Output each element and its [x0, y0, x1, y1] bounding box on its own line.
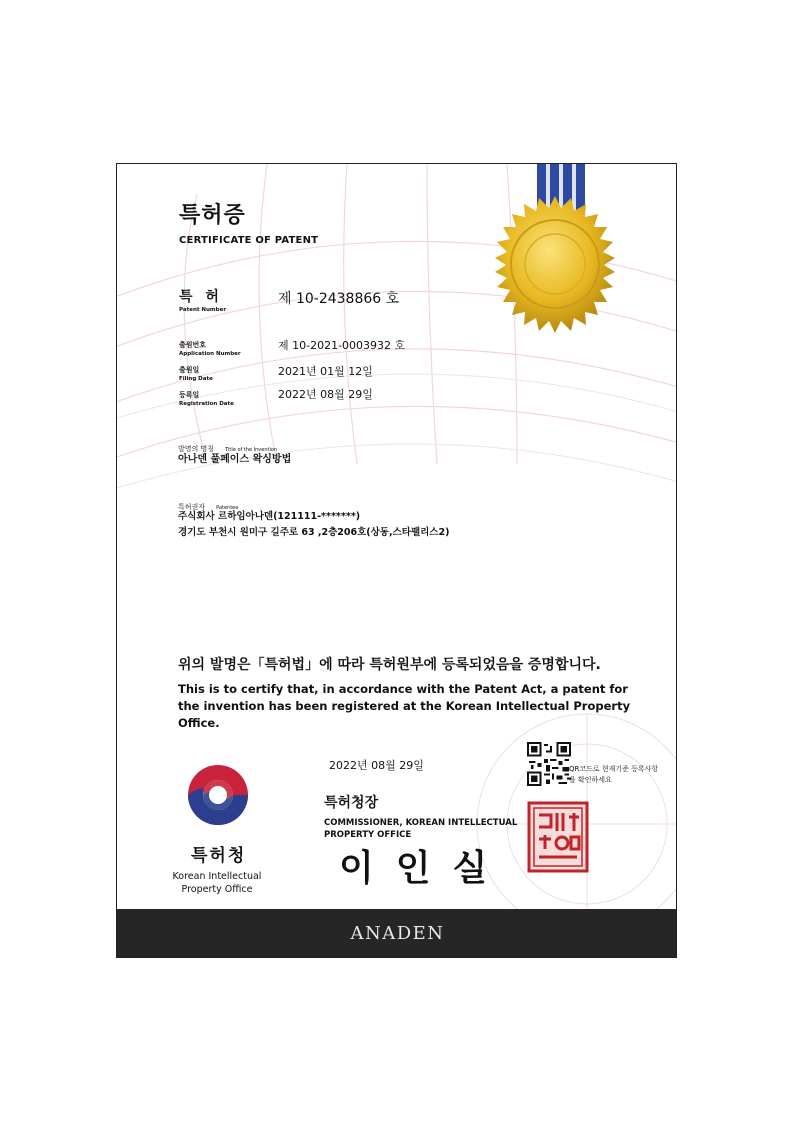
- commissioner-english: COMMISSIONER, KOREAN INTELLECTUAL PROPERTY OFFICE: [324, 818, 518, 840]
- patent-number-label-en: Patent Number: [179, 307, 227, 313]
- patentee-address: 경기도 부천시 원미구 길주로 63 ,2층206호(상동,스타팰리스2): [178, 527, 450, 538]
- statement-korean: 위의 발명은「특허법」에 따라 특허원부에 등록되었음을 증명합니다.: [178, 657, 601, 673]
- commissioner-korean: 특허청장: [324, 795, 379, 811]
- registration-date-label: 등록일: [179, 391, 200, 399]
- registration-date-label-en: Registration Date: [179, 401, 234, 407]
- application-number-label: 출원번호: [179, 341, 207, 349]
- filing-date-label-en: Filing Date: [179, 376, 213, 382]
- filing-date-label: 출원일: [179, 366, 200, 374]
- title-korean: 특허증: [179, 203, 246, 228]
- filing-date-value: 2021년 01월 12일: [278, 365, 373, 378]
- footer-bar: [117, 909, 677, 957]
- patent-number-value: 제 10-2438866 호: [278, 291, 400, 307]
- qr-note: QR코드로 현재기준 등록사항을 확인하세요: [569, 765, 659, 784]
- office-english: Korean Intellectual Property Office: [172, 871, 262, 895]
- invention-title-value: 아나덴 풀페이스 왁싱방법: [178, 454, 292, 465]
- patent-number-label: 특 허: [179, 289, 223, 305]
- patent-certificate: [116, 163, 677, 958]
- title-english: CERTIFICATE OF PATENT: [179, 235, 319, 246]
- application-number-label-en: Application Number: [179, 351, 241, 357]
- patentee-label: 특허권자: [178, 503, 206, 511]
- issue-date: 2022년 08월 29일: [329, 759, 424, 772]
- red-stamp-icon: [527, 801, 589, 873]
- footer-brand: ANADEN: [350, 922, 445, 944]
- signature: 이인실: [339, 847, 510, 889]
- patentee-name: 주식회사 르하임아나덴(121111-*******): [178, 511, 361, 522]
- patentee-label-en: Patentee: [216, 505, 239, 511]
- application-number-value: 제 10-2021-0003932 호: [278, 339, 406, 352]
- kipo-logo-icon: [185, 762, 251, 828]
- statement-english: This is to certify that, in accordance with the Patent Act, a patent for the invention has been registered at the Korean Intellectual Property Office.: [178, 682, 631, 730]
- office-korean: 특허청: [191, 846, 247, 866]
- invention-label-en: Title of the Invention: [225, 447, 278, 453]
- registration-date-value: 2022년 08월 29일: [278, 388, 373, 401]
- gold-seal-icon: [485, 194, 625, 334]
- qr-code-icon: [527, 742, 571, 786]
- invention-label: 발명의 명칭: [178, 445, 215, 453]
